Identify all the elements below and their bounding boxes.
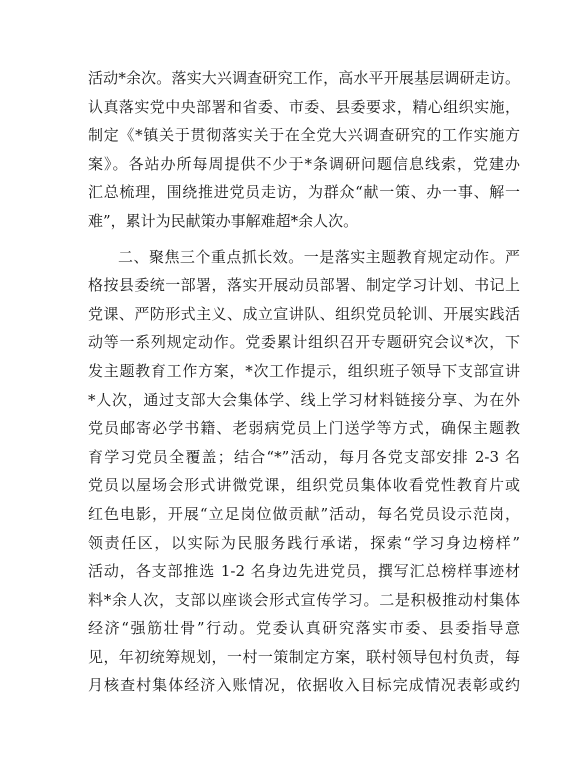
text-line: 二、聚焦三个重点抓长效。一是落实主题教育规定动作。严: [118, 247, 520, 266]
text-line: 难”，累计为民献策办事解难超*余人次。: [88, 211, 359, 230]
document-body: [88, 64, 520, 700]
text-line: *人次，通过支部大会集体学、线上学习材料链接分享、为在外: [88, 390, 520, 409]
paragraph-1: [88, 64, 520, 236]
text-line: 党课、严防形式主义、成立宣讲队、组织党员轮训、开展实践活: [88, 304, 520, 323]
text-line: 红色电影，开展“立足岗位做贡献”活动，每名党员设示范岗，: [88, 504, 520, 523]
text-line: 党员以屋场会形式讲微党课，组织党员集体收看党性教育片或: [88, 476, 520, 495]
text-line: 案》。各站办所每周提供不少于*条调研问题信息线索，党建办: [88, 154, 520, 173]
text-line: 认真落实党中央部署和省委、市委、县委要求，精心组织实施，: [88, 97, 520, 116]
text-line: 汇总梳理，围绕推进党员走访，为群众“献一策、办一事、解一: [88, 183, 520, 202]
paragraph-2: [88, 243, 520, 701]
text-line: 活动，各支部推选 1-2 名身边先进党员，撰写汇总榜样事迹材: [88, 562, 520, 581]
text-line: 格按县委统一部署，落实开展动员部署、制定学习计划、书记上: [88, 276, 520, 295]
text-line: 育学习党员全覆盖；结合“*”活动，每月各党支部安排 2-3 名: [88, 447, 520, 466]
text-line: 动等一系列规定动作。党委累计组织召开专题研究会议*次，下: [88, 333, 520, 352]
text-line: 月核查村集体经济入账情况，依据收入目标完成情况表彰或约: [88, 676, 520, 695]
text-line: 党员邮寄必学书籍、老弱病党员上门送学等方式，确保主题教: [88, 419, 520, 438]
paragraph-gap: [88, 236, 520, 243]
text-line: 领责任区，以实际为民服务践行承诺，探索“学习身边榜样”: [88, 533, 520, 552]
text-line: 经济“强筋壮骨”行动。党委认真研究落实市委、县委指导意: [88, 619, 520, 638]
text-line: 活动*余次。落实大兴调查研究工作，高水平开展基层调研走访。: [88, 69, 520, 87]
text-line: 料*余人次，支部以座谈会形式宣传学习。二是积极推动村集体: [88, 590, 520, 609]
text-line: 发主题教育工作方案，*次工作提示，组织班子领导下支部宣讲: [88, 361, 520, 380]
text-line: 制定《*镇关于贯彻落实关于在全党大兴调查研究的工作实施方: [88, 126, 520, 145]
text-line: 见，年初统筹规划，一村一策制定方案，联村领导包村负责，每: [88, 647, 520, 666]
